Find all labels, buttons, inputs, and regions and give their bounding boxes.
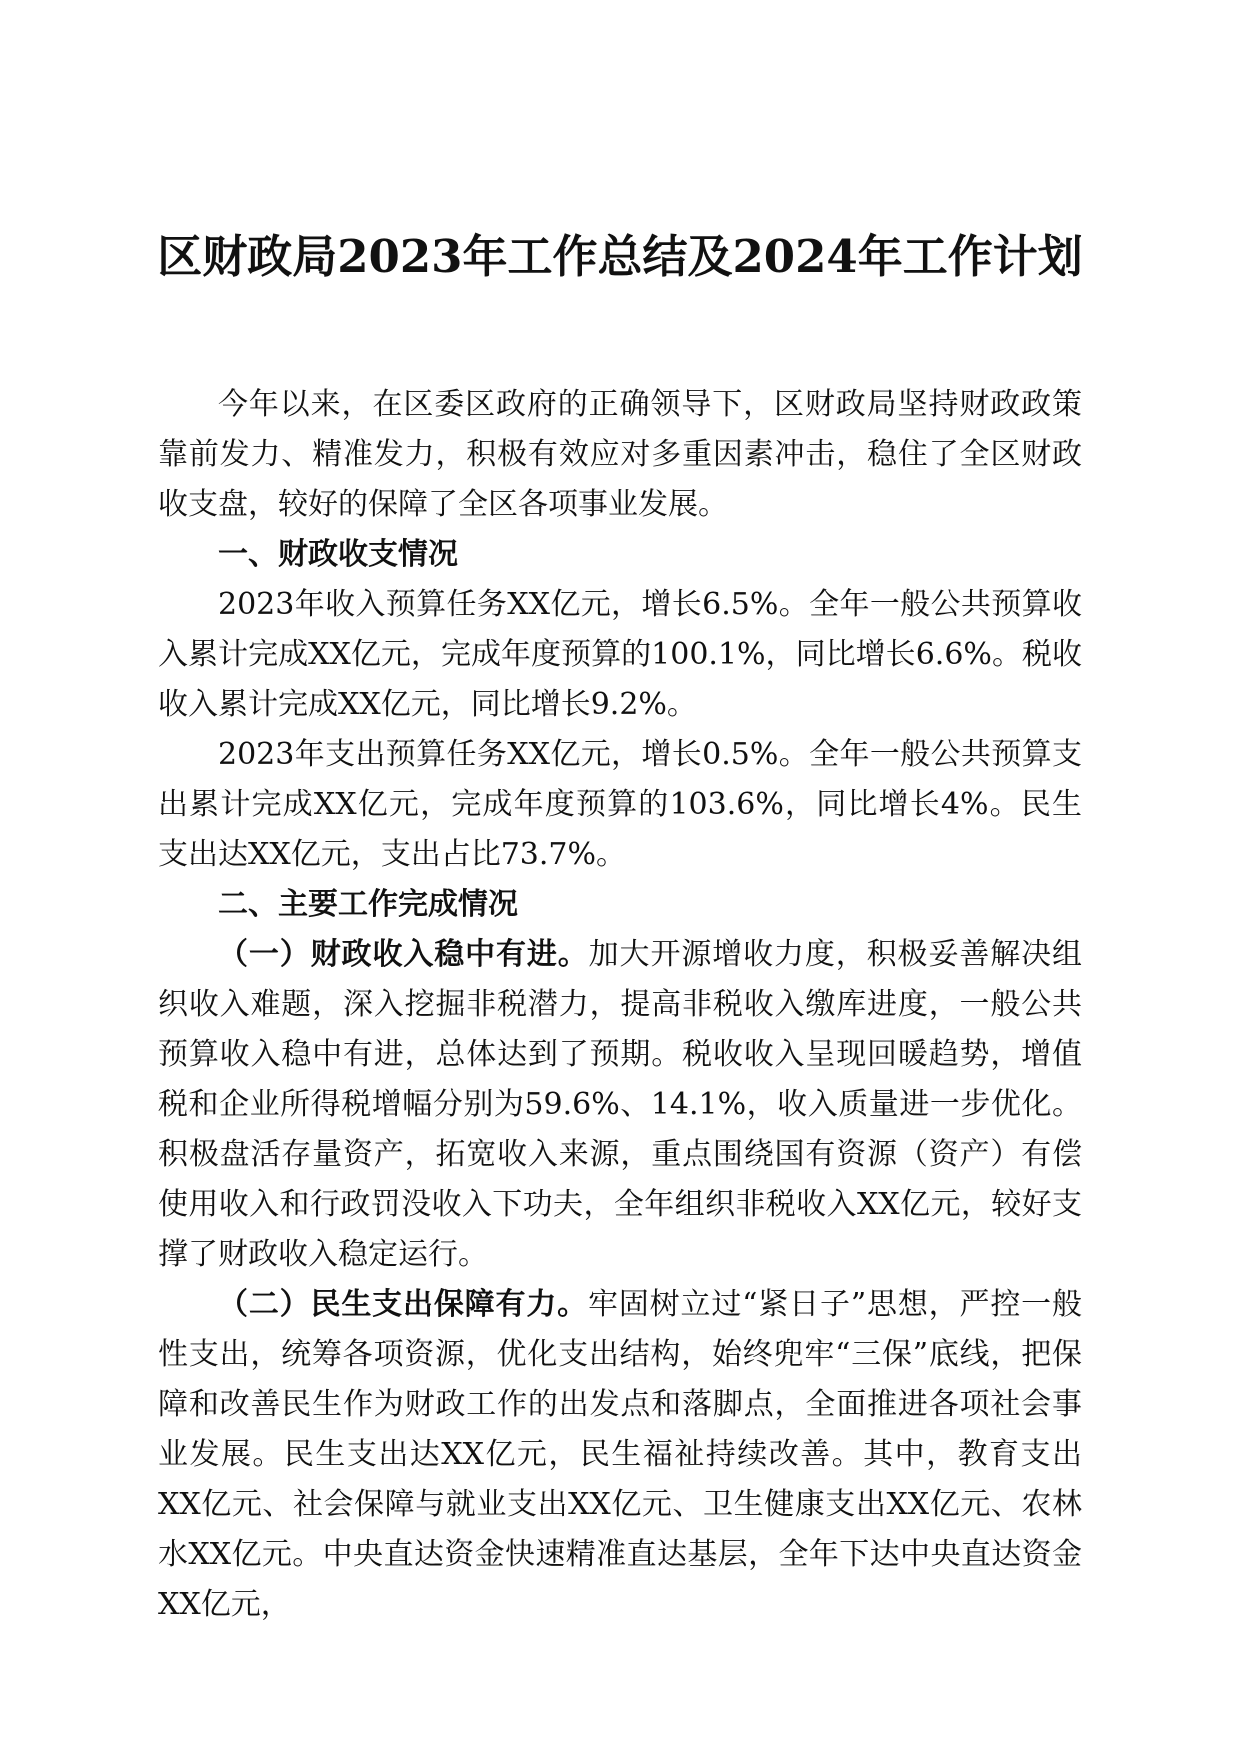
work-item-1-text: 加大开源增收力度，积极妥善解决组织收入难题，深入挖掘非税潜力，提高非税收入缴库进度，一般公共预算收入稳中有进，总体达到了预期。税收收入呈现回暖趋势，增值税和企业所得税增幅分别为59.6%、14.1%，收入质量进一步优化。积极盘活存量资产，拓宽收入来源，重点围绕国有资源（资产）有偿使用收入和行政罚没收入下功夫，全年组织非税收入XX亿元，较好支撑了财政收入稳定运行。 — [158, 937, 1083, 1272]
document-title: 区财政局2023年工作总结及2024年工作计划 — [157, 230, 1083, 283]
revenue-paragraph: 2023年收入预算任务XX亿元，增长6.5%。全年一般公共预算收入累计完成XX亿元，完成年度预算的100.1%，同比增长6.6%。税收收入累计完成XX亿元，同比增长9.2%。 — [158, 587, 1082, 722]
document-body — [158, 380, 1082, 1630]
section-heading-2: 二、主要工作完成情况 — [218, 887, 518, 922]
work-item-1-lead: （一）财政收入稳中有进。 — [218, 937, 589, 972]
intro-paragraph: 今年以来，在区委区政府的正确领导下，区财政局坚持财政政策靠前发力、精准发力，积极有效应对多重因素冲击，稳住了全区财政收支盘，较好的保障了全区各项事业发展。 — [158, 387, 1082, 522]
work-item-2-lead: （二）民生支出保障有力。 — [218, 1287, 588, 1322]
expenditure-paragraph: 2023年支出预算任务XX亿元，增长0.5%。全年一般公共预算支出累计完成XX亿元，完成年度预算的103.6%，同比增长4%。民生支出达XX亿元，支出占比73.7%。 — [158, 737, 1082, 872]
work-item-1-paragraph — [158, 930, 1082, 1280]
work-item-2-paragraph — [158, 1280, 1082, 1630]
work-item-2-text: 牢固树立过“紧日子”思想，严控一般性支出，统筹各项资源，优化支出结构，始终兜牢“三保”底线，把保障和改善民生作为财政工作的出发点和落脚点，全面推进各项社会事业发展。民生支出达XX亿元，民生福祉持续改善。其中，教育支出XX亿元、社会保障与就业支出XX亿元、卫生健康支出XX亿元、农林水XX亿元。中央直达资金快速精准直达基层，全年下达中央直达资金XX亿元， — [158, 1287, 1082, 1622]
section-heading-1: 一、财政收支情况 — [218, 537, 458, 572]
